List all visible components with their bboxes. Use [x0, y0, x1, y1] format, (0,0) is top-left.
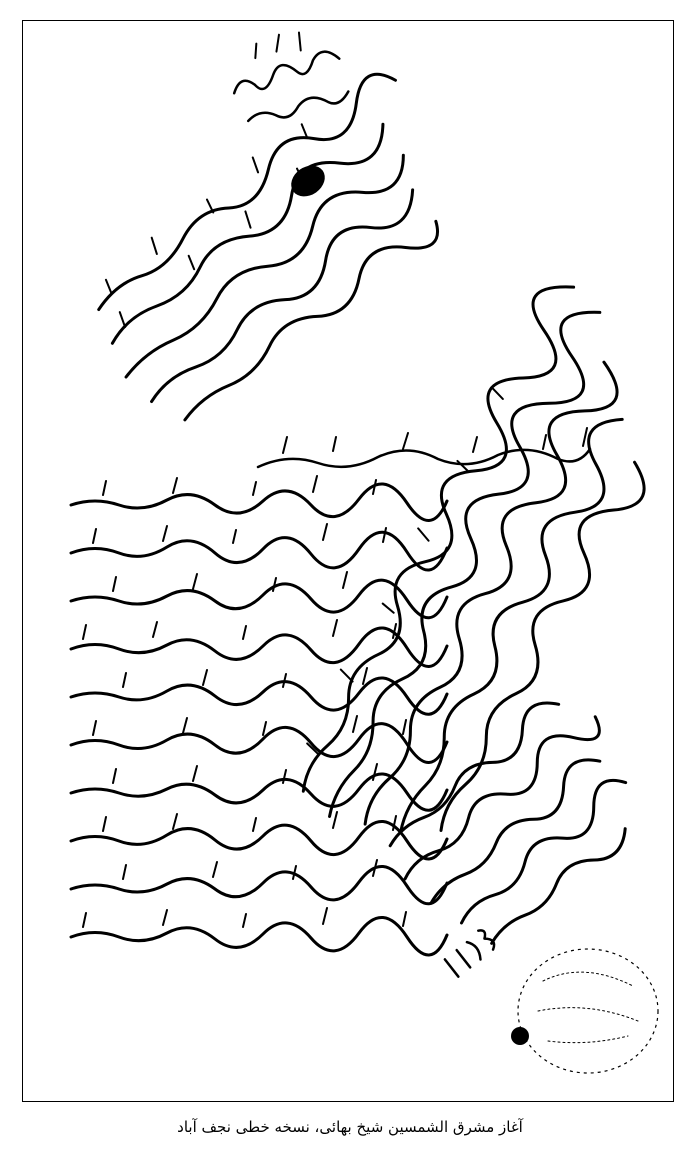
date-digits — [444, 928, 497, 977]
figure-caption: آغاز مشرق الشمسین شیخ بهائی، نسخه خطی نجف آباد — [177, 1118, 523, 1136]
top-heading-script — [224, 23, 351, 127]
main-text-block — [71, 476, 447, 955]
seal-stamp — [511, 949, 658, 1073]
bismillah-header — [258, 428, 590, 467]
margin-note-right — [274, 273, 674, 875]
margin-note-lower-right — [373, 680, 671, 967]
manuscript-drawing — [23, 21, 674, 1102]
manuscript-page — [22, 20, 674, 1102]
